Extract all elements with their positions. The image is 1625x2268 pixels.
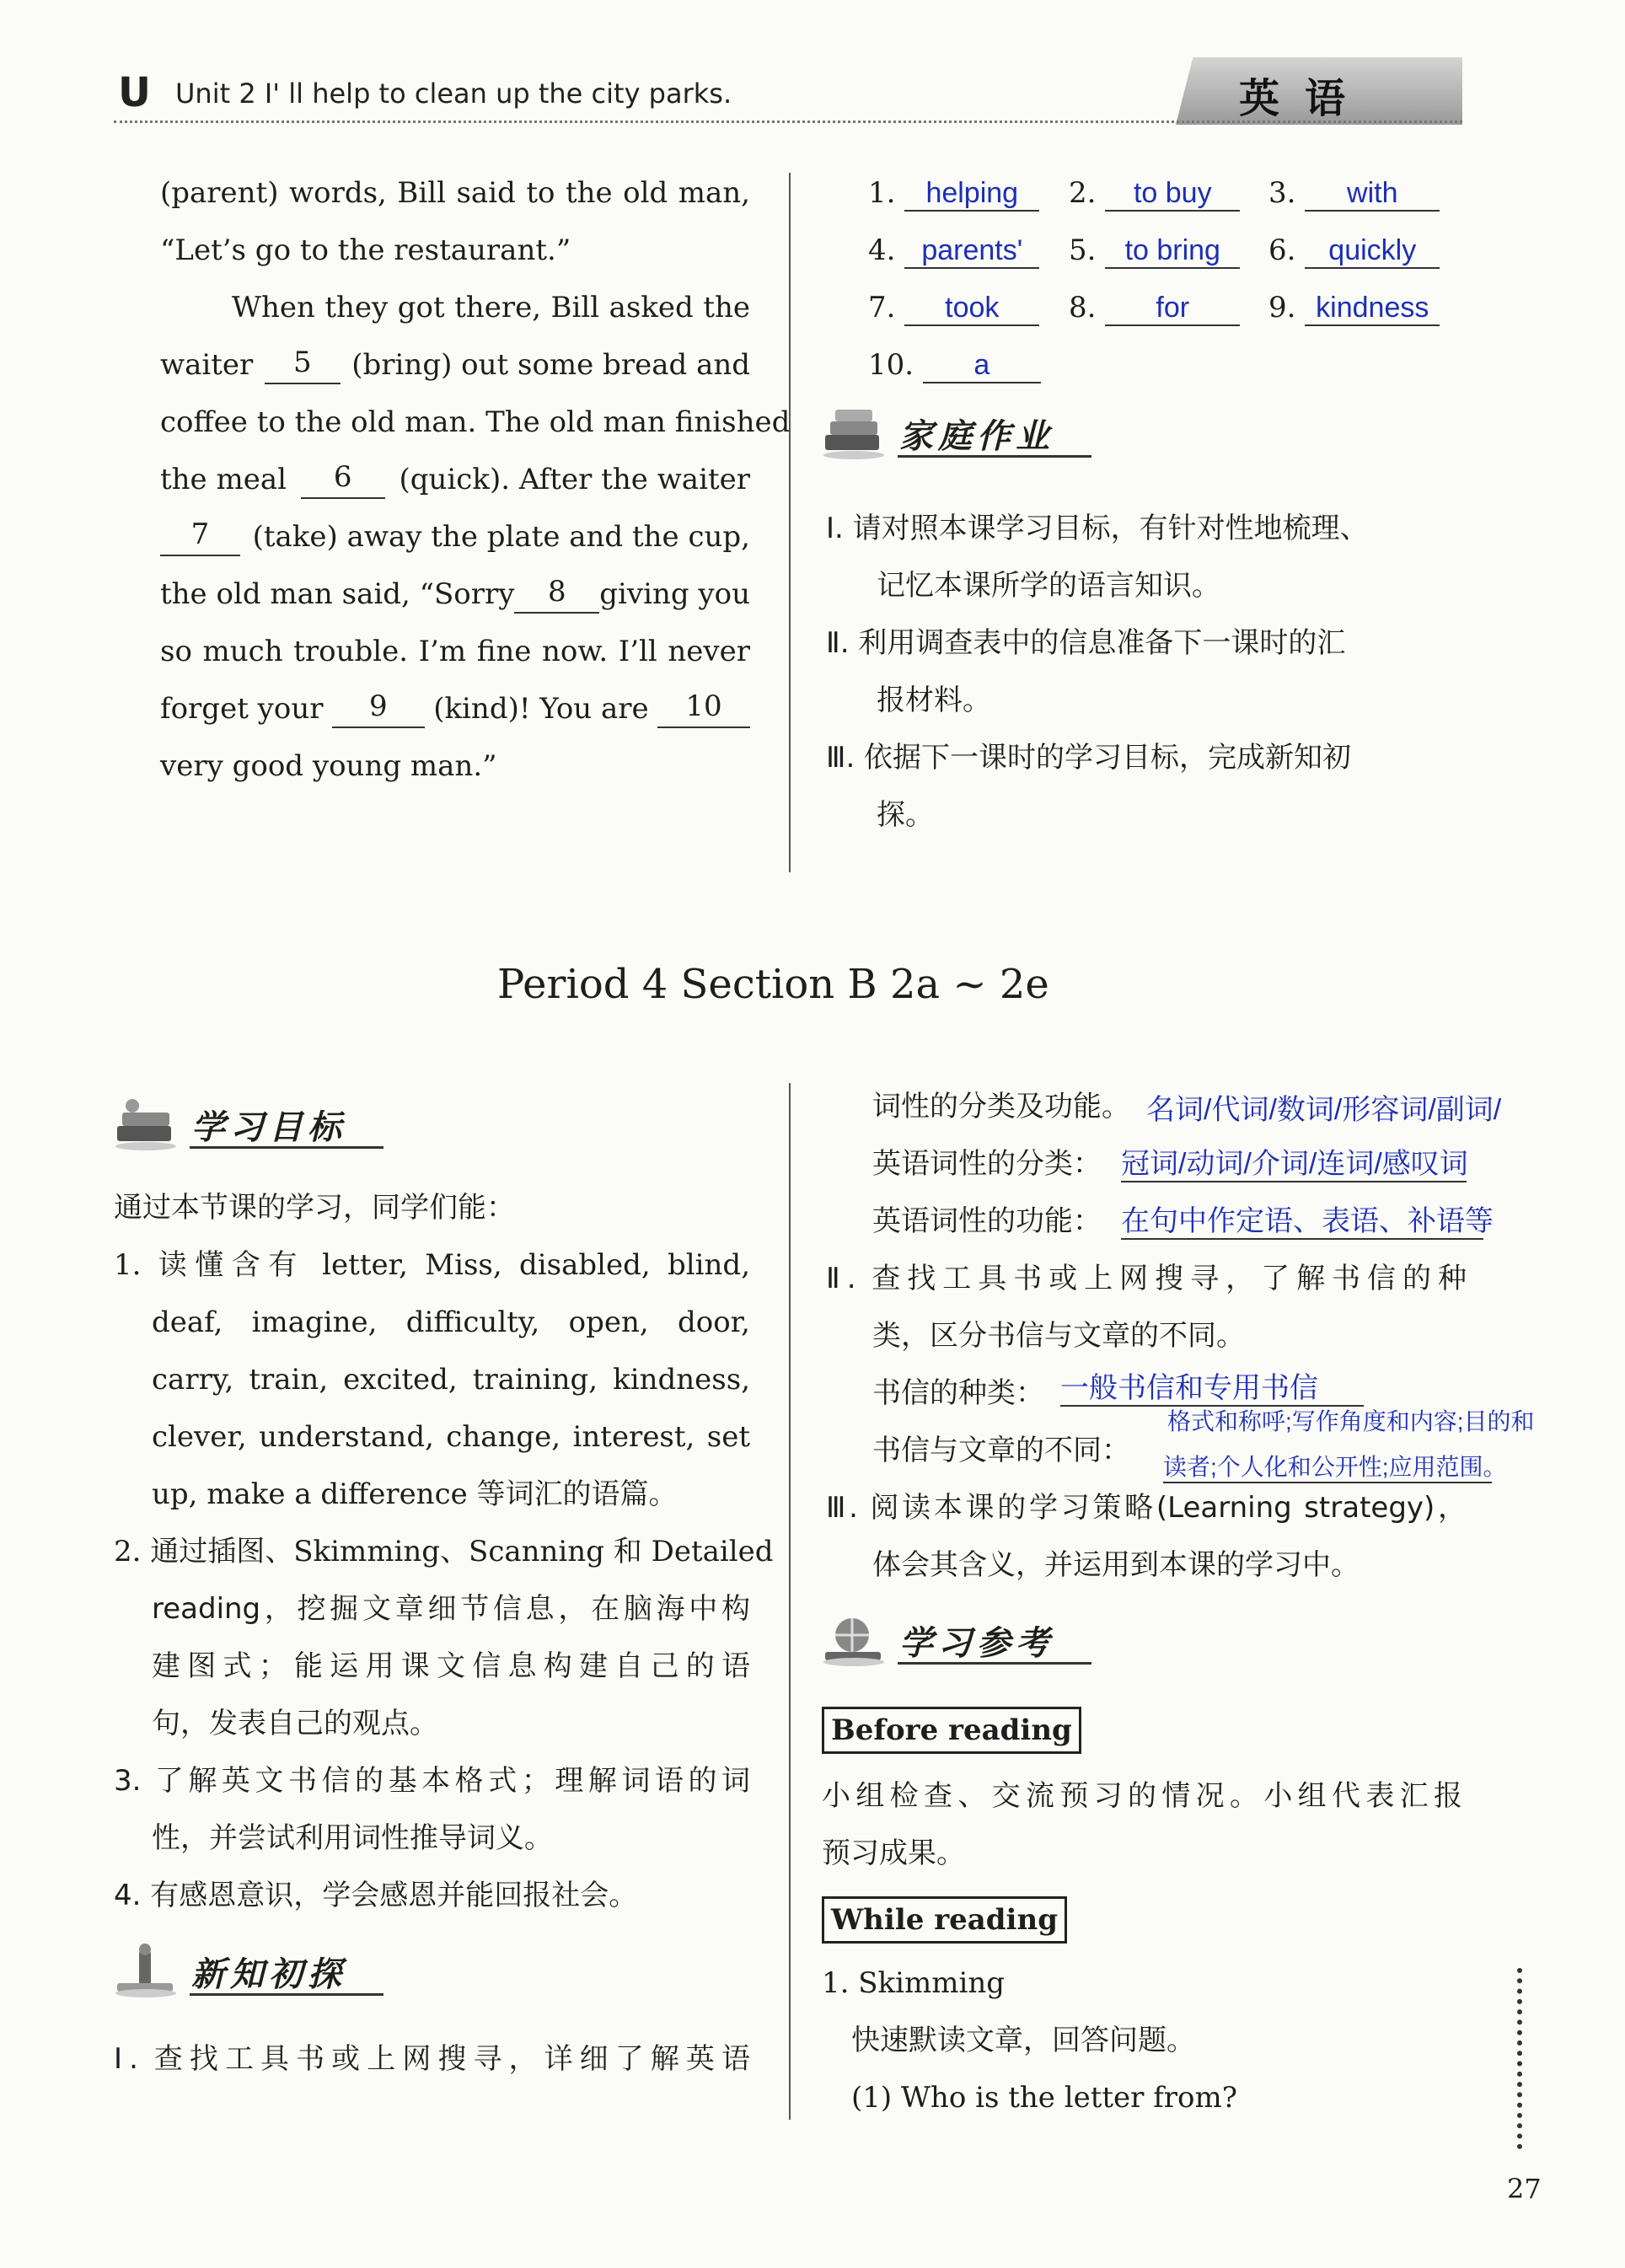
blank-6: 6 [301, 460, 385, 499]
books-icon [822, 405, 888, 460]
passage-line: very good young man.” [160, 749, 497, 783]
column-divider-lower [789, 1083, 791, 2120]
blank-5: 5 [265, 346, 341, 384]
passage-line: forget your 9 (kind)! You are 10 [160, 689, 750, 728]
explore-item-2: Ⅱ. 查找工具书或上网搜寻，了解书信的种 [826, 1262, 1467, 1295]
goal-3: 3. 了解英文书信的基本格式；理解词语的词 [114, 1764, 750, 1798]
skimming-instruction: 快速默读文章，回答问题。 [851, 2024, 1195, 2057]
homework-item-1-cont: 记忆本课所学的语言知识。 [877, 569, 1220, 603]
period-title: Period 4 Section B 2a ~ 2e [497, 961, 1049, 1008]
edge-dots [1517, 1968, 1522, 2149]
answer-row: 10. a [868, 346, 1041, 384]
passage-line: (parent) words, Bill said to the old man, [160, 176, 750, 210]
word-function-label: 英语词性的功能： [872, 1204, 1102, 1238]
passage-line: When they got there, Bill asked the [232, 291, 750, 324]
answer-3: with [1305, 176, 1440, 212]
explore-item-1-cont: 词性的分类及功能。 [872, 1090, 1130, 1123]
answer-7: took [904, 291, 1039, 326]
blank-9: 9 [332, 689, 425, 728]
before-reading-label: Before reading [822, 1707, 1081, 1754]
passage-line: so much trouble. I’m fine now. I’ll never [160, 635, 750, 668]
goals-title: 学习目标 [191, 1107, 346, 1147]
passage-line: “Let’s go to the restaurant.” [160, 233, 571, 267]
goal-2: 2. 通过插图、Skimming、Scanning 和 Detailed [114, 1535, 774, 1568]
blank-10: 10 [657, 689, 750, 728]
before-reading-text: 小组检查、交流预习的情况。小组代表汇报 [822, 1779, 1462, 1813]
goal-4: 4. 有感恩意识，学会感恩并能回报社会。 [114, 1879, 638, 1912]
answer-row: 8. for [1069, 288, 1240, 327]
answer-2: to buy [1105, 176, 1240, 212]
homework-banner [822, 405, 1125, 465]
goal-1-cont: up, make a difference 等词汇的语篇。 [152, 1477, 678, 1511]
answer-row: 4. parents' [868, 231, 1039, 270]
explore-banner [114, 1943, 417, 2003]
goal-1-cont: clever, understand, change, interest, set [152, 1420, 750, 1454]
homework-item-2-cont: 报材料。 [877, 684, 991, 717]
passage-line: waiter 5 (bring) out some bread and [160, 346, 750, 384]
homework-title: 家庭作业 [899, 416, 1054, 456]
blank-7: 7 [160, 517, 240, 556]
goal-2-cont: 句，发表自己的观点。 [152, 1707, 438, 1740]
letter-diff-answer-2: 读者;个人化和公开性;应用范围。 [1163, 1446, 1492, 1485]
answer-row: 2. to buy [1069, 174, 1240, 212]
answer-row: 7. took [868, 288, 1039, 327]
explore-title: 新知初探 [191, 1954, 346, 1994]
word-class-label: 英语词性的分类： [872, 1147, 1102, 1181]
explore-item-2-cont: 类，区分书信与文章的不同。 [872, 1319, 1245, 1353]
passage-line: coffee to the old man. The old man finished [160, 405, 791, 439]
answer-6: quickly [1305, 233, 1440, 269]
answer-row: 3. with [1268, 174, 1440, 212]
explore-item-3: Ⅲ. 阅读本课的学习策略(Learning strategy)， [826, 1491, 1467, 1525]
word-class-answer: 冠词/动词/介词/连词/感叹词 [1121, 1145, 1467, 1183]
globe-icon [822, 1611, 888, 1667]
word-function-answer: 在句中作定语、表语、补语等 [1121, 1202, 1483, 1241]
homework-item-3-cont: 探。 [877, 798, 934, 832]
letter-diff-answer-1: 格式和称呼;写作角度和内容;目的和 [1167, 1408, 1535, 1434]
answer-5: to bring [1105, 233, 1240, 269]
goal-1: 1. 读懂含有 letter, Miss, disabled, blind, [114, 1248, 750, 1282]
figure-icon [114, 1943, 180, 1998]
before-reading-text-cont: 预习成果。 [822, 1836, 965, 1870]
answer-word-classes-1: 名词/代词/数词/形容词/副词/ [1146, 1094, 1502, 1126]
answer-9: kindness [1305, 291, 1440, 326]
passage-line: the meal 6 (quick). After the waiter [160, 460, 750, 499]
goal-3-cont: 性，并尝试利用词性推导词义。 [152, 1821, 553, 1855]
goal-1-cont: carry, train, excited, training, kindness, [152, 1363, 750, 1397]
unit-logo: U [118, 69, 151, 116]
while-reading-label: While reading [822, 1896, 1067, 1944]
unit-title: Unit 2 I' ll help to clean up the city parks. [175, 78, 732, 110]
subject-label: 英语 [1239, 75, 1371, 122]
reference-banner [822, 1611, 1125, 1672]
answer-row: 5. to bring [1069, 231, 1240, 270]
passage-line: 7 (take) away the plate and the cup, [160, 517, 750, 556]
goal-2-cont: 建图式；能运用课文信息构建自己的语 [152, 1649, 750, 1683]
letter-diff-label: 书信与文章的不同： [872, 1434, 1130, 1467]
answer-4: parents' [904, 233, 1039, 269]
answer-row: 9. kindness [1268, 288, 1440, 327]
column-divider [789, 173, 791, 872]
letter-kind-label: 书信的种类： [872, 1376, 1044, 1410]
skimming-question-1: (1) Who is the letter from? [851, 2081, 1237, 2115]
blank-8: 8 [514, 575, 599, 614]
header-divider [114, 121, 1462, 123]
goals-banner [114, 1096, 417, 1156]
answer-10: a [923, 348, 1041, 383]
books-icon [114, 1096, 180, 1151]
goal-2-cont: reading，挖掘文章细节信息，在脑海中构 [152, 1592, 750, 1626]
goals-intro: 通过本节课的学习，同学们能： [114, 1191, 515, 1225]
passage-line: the old man said, “Sorry 8 giving you [160, 575, 750, 614]
letter-kind-answer: 一般书信和专用书信 [1060, 1369, 1364, 1407]
answer-row: 1. helping [868, 174, 1039, 212]
homework-item-2: Ⅱ. 利用调查表中的信息准备下一课时的汇 [826, 626, 1346, 660]
homework-item-1: Ⅰ. 请对照本课学习目标，有针对性地梳理、 [826, 512, 1369, 545]
skimming-heading: 1. Skimming [822, 1966, 1006, 2000]
answer-row: 6. quickly [1268, 231, 1440, 270]
answer-1: helping [904, 176, 1039, 212]
page-number: 27 [1507, 2173, 1542, 2205]
goal-1-cont: deaf, imagine, difficulty, open, door, [152, 1306, 750, 1339]
explore-item-1: Ⅰ. 查找工具书或上网搜寻，详细了解英语 [114, 2042, 750, 2076]
explore-item-3-cont: 体会其含义，并运用到本课的学习中。 [872, 1548, 1360, 1582]
homework-item-3: Ⅲ. 依据下一课时的学习目标，完成新知初 [826, 741, 1352, 775]
reference-title: 学习参考 [899, 1623, 1054, 1663]
answer-8: for [1105, 291, 1240, 326]
